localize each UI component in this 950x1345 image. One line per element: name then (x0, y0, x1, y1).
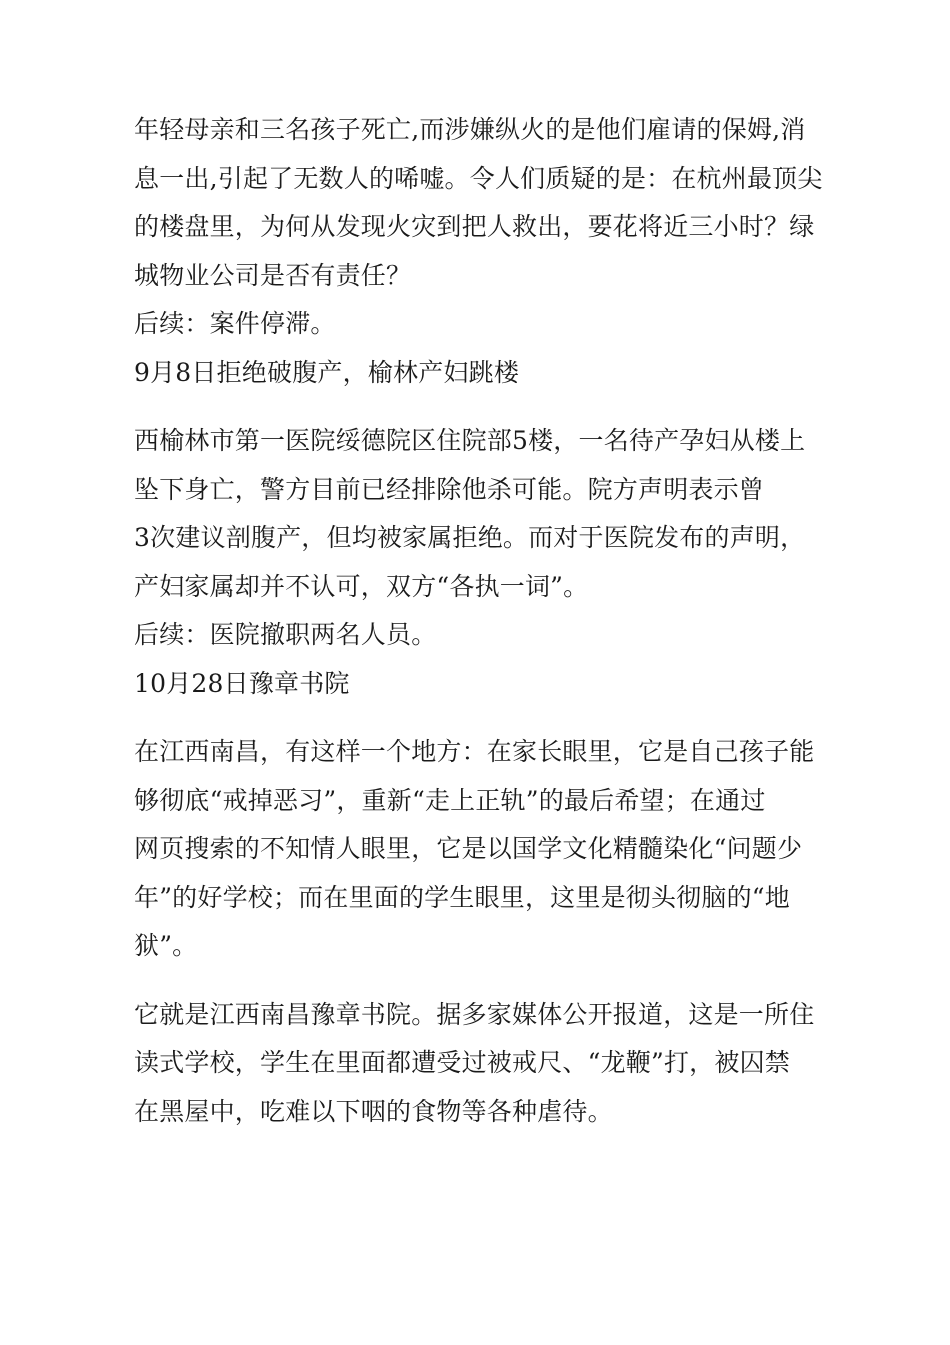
text-line: 10月28日豫章书院 (134, 668, 350, 698)
text-line: 网页搜索的不知情人眼里，它是以国学文化精髓染化“问题少 (134, 834, 803, 863)
text-line: 息一出,引起了无数人的唏嘘。令人们质疑的是：在杭州最顶尖 (134, 163, 823, 193)
text-line: 的楼盘里，为何从发现火灾到把人救出，要花将近三小时？绿 (134, 212, 815, 241)
paragraph-yulin-case (134, 417, 824, 611)
text-line: 够彻底“戒掉恶习”，重新“走上正轨”的最后希望；在通过 (134, 785, 766, 815)
text-line: 它就是江西南昌豫章书院。据多家媒体公开报道，这是一所住 (134, 999, 815, 1029)
text-line: 产妇家属却并不认可，双方“各执一词”。 (134, 571, 589, 601)
text-line: 9月8日拒绝破腹产，榆林产妇跳楼 (134, 357, 520, 387)
text-line: 年轻母亲和三名孩子死亡,而涉嫌纵火的是他们雇请的保姆,消 (134, 115, 806, 144)
heading-yulin (134, 349, 824, 398)
paragraph-yuzhang-intro (134, 728, 824, 971)
text-line: 在黑屋中，吃难以下咽的食物等各种虐待。 (134, 1096, 613, 1126)
text-line: 读式学校，学生在里面都遭受过被戒尺、“龙鞭”打，被囚禁 (134, 1048, 790, 1077)
paragraph-fire-followup (134, 300, 824, 349)
text-line: 年”的好学校；而在里面的学生眼里，这里是彻头彻脑的“地 (134, 882, 790, 912)
paragraph-yulin-followup (134, 611, 824, 660)
text-line: 在江西南昌，有这样一个地方：在家长眼里，它是自己孩子能 (134, 737, 815, 766)
text-line: 坠下身亡，警方目前已经排除他杀可能。院方声明表示曾 (134, 474, 765, 504)
text-line: 狱”。 (134, 931, 198, 960)
text-line: 西榆林市第一医院绥德院区住院部5楼，一名待产孕妇从楼上 (134, 426, 806, 455)
text-line: 3次建议剖腹产，但均被家属拒绝。而对于医院发布的声明， (134, 523, 806, 552)
paragraph-fire-case (134, 106, 824, 300)
text-line: 城物业公司是否有责任？ (134, 260, 412, 290)
text-line: 后续：案件停滞。 (134, 309, 336, 338)
text-line: 后续：医院撤职两名人员。 (134, 620, 437, 649)
document-page (134, 106, 824, 1136)
heading-yuzhang (134, 660, 824, 709)
paragraph-yuzhang-detail (134, 991, 824, 1137)
